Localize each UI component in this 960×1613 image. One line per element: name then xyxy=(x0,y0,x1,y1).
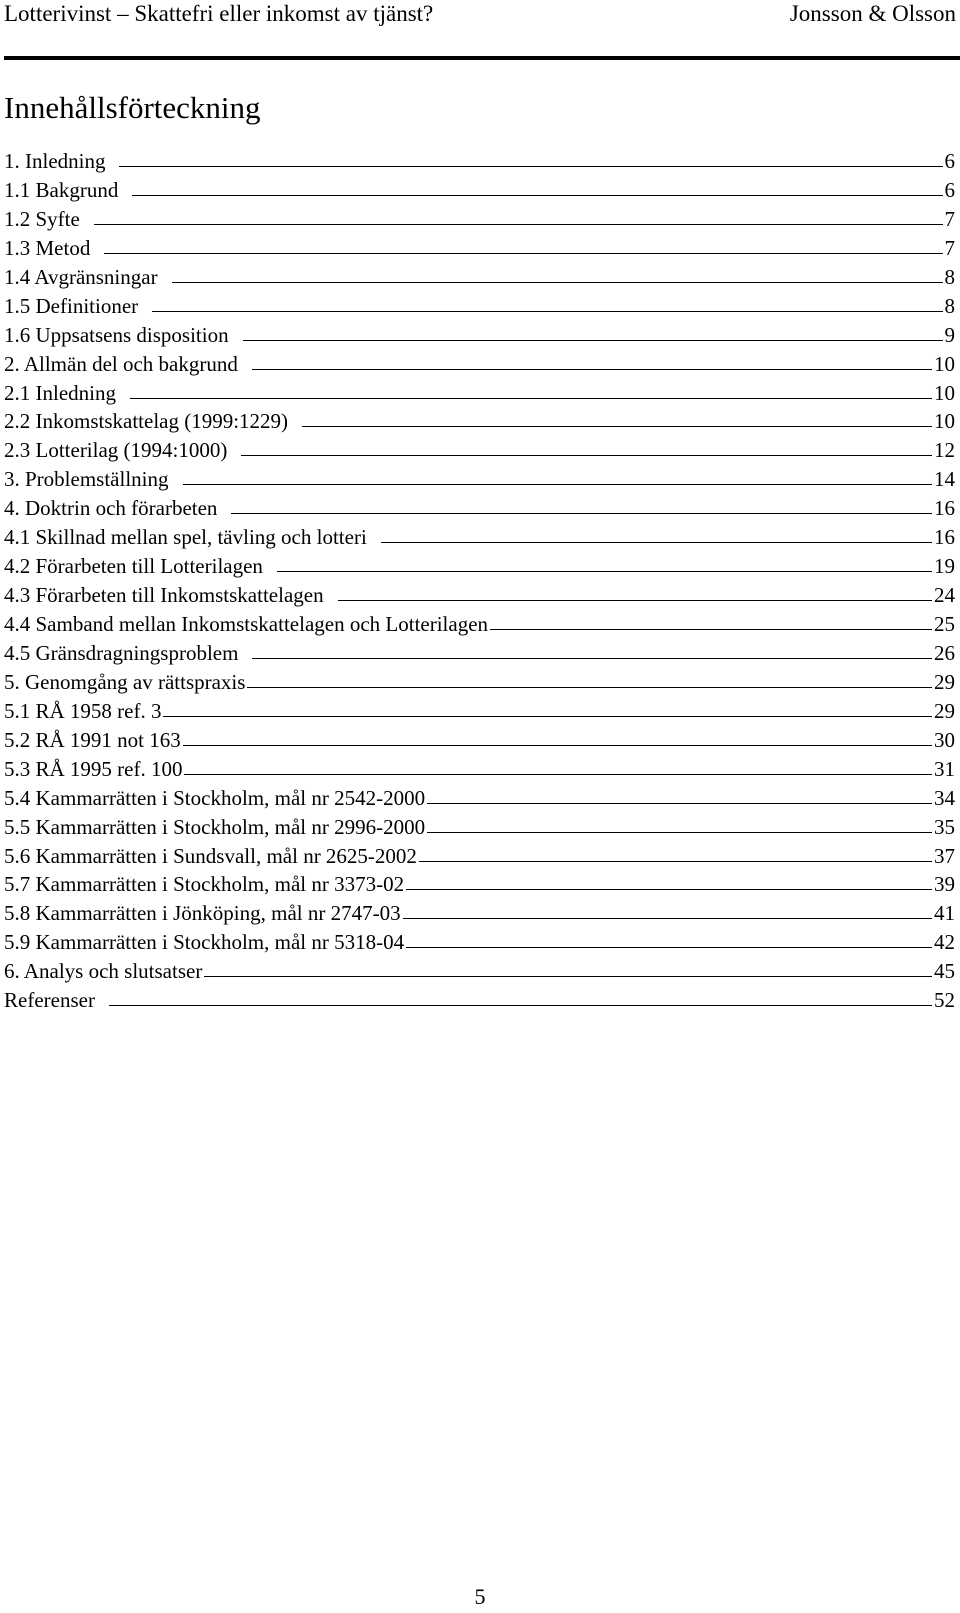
header-authors: Jonsson & Olsson xyxy=(789,1,956,26)
toc-entry[interactable] xyxy=(4,784,955,813)
toc-leader-line xyxy=(427,803,932,804)
toc-entry-page-number: 37 xyxy=(934,843,955,868)
toc-entry[interactable] xyxy=(4,581,955,610)
toc-entry-label[interactable]: 4.2 Förarbeten till Lotterilagen xyxy=(4,554,263,579)
toc-entry-label[interactable]: 1.2 Syfte xyxy=(4,206,80,231)
toc-entry-page-number: 29 xyxy=(934,669,955,694)
toc-entry[interactable] xyxy=(4,176,955,205)
toc-entry-label[interactable]: 1. Inledning xyxy=(4,149,106,173)
toc-leader-line xyxy=(338,600,932,601)
toc-leader-line xyxy=(406,889,932,890)
toc-entry[interactable] xyxy=(4,842,955,871)
toc-entry[interactable] xyxy=(4,668,955,697)
toc-leader-line xyxy=(252,369,932,370)
toc-entry-page-number: 7 xyxy=(944,235,955,260)
toc-entry[interactable] xyxy=(4,986,955,1015)
toc-entry-page-number: 12 xyxy=(934,438,955,463)
running-header xyxy=(4,0,960,60)
toc-entry-page-number: 9 xyxy=(944,322,955,347)
page-number: 5 xyxy=(474,1584,486,1609)
toc-entry-page-number: 19 xyxy=(934,554,955,579)
toc-leader-line xyxy=(490,629,932,630)
toc-entry[interactable] xyxy=(4,610,955,639)
toc-entry-label[interactable]: 5. Genomgång av rättspraxis xyxy=(4,669,246,694)
toc-entry[interactable] xyxy=(4,639,955,668)
toc-entry-page-number: 29 xyxy=(934,698,955,723)
toc-entry-page-number: 7 xyxy=(944,206,955,231)
toc-entry-label[interactable]: 4.4 Samband mellan Inkomstskattelagen och Lotterilagen xyxy=(4,612,489,636)
toc-entry[interactable] xyxy=(4,494,955,523)
toc-entry-page-number: 8 xyxy=(944,293,955,318)
toc-entry-label[interactable]: 5.2 RÅ 1991 not 163 xyxy=(4,727,181,752)
toc-entry-label[interactable]: 2. Allmän del och bakgrund xyxy=(4,351,238,376)
toc-entry-page-number: 16 xyxy=(934,496,955,521)
toc-entry-page-number: 6 xyxy=(944,177,955,202)
toc-entry-page-number: 8 xyxy=(944,264,955,289)
toc-entry-label[interactable]: 6. Analys och slutsatser xyxy=(4,959,203,984)
toc-leader-line xyxy=(183,484,933,485)
toc-entry-page-number: 10 xyxy=(934,351,955,376)
toc-entry-page-number: 35 xyxy=(934,814,955,839)
toc-entry[interactable] xyxy=(4,321,955,350)
toc-leader-line xyxy=(130,398,932,399)
toc-entry-page-number: 41 xyxy=(934,901,955,926)
toc-leader-line xyxy=(247,687,932,688)
toc-entry-label[interactable]: 1.4 Avgränsningar xyxy=(4,264,158,289)
toc-leader-line xyxy=(204,976,932,977)
toc-entry[interactable] xyxy=(4,292,955,321)
toc-entry-page-number: 24 xyxy=(934,583,955,608)
toc-entry-label[interactable]: 5.6 Kammarrätten i Sundsvall, mål nr 2625-2002 xyxy=(4,843,417,868)
toc-entry-page-number: 39 xyxy=(934,872,955,897)
toc-entry[interactable] xyxy=(4,813,955,842)
toc-entry[interactable] xyxy=(4,726,955,755)
toc-entry-page-number: 42 xyxy=(934,930,955,955)
toc-leader-line xyxy=(277,571,932,572)
toc-entry-page-number: 52 xyxy=(934,988,955,1013)
toc-leader-line xyxy=(163,716,932,717)
toc-entry[interactable] xyxy=(4,957,955,986)
toc-entry[interactable] xyxy=(4,465,955,494)
toc-entry-label[interactable]: 2.3 Lotterilag (1994:1000) xyxy=(4,438,228,463)
toc-leader-line xyxy=(406,947,932,948)
toc-entry[interactable] xyxy=(4,407,955,436)
toc-entry-label[interactable]: 4.3 Förarbeten till Inkomstskattelagen xyxy=(4,583,324,608)
toc-entry[interactable] xyxy=(4,870,955,899)
toc-entry-label[interactable]: 5.4 Kammarrätten i Stockholm, mål nr 2542-2000 xyxy=(4,785,426,810)
toc-entry[interactable] xyxy=(4,379,955,408)
toc-entry[interactable] xyxy=(4,552,955,581)
toc-leader-line xyxy=(419,861,932,862)
toc-leader-line xyxy=(104,253,942,254)
toc-title: Innehållsförteckning xyxy=(4,90,261,125)
toc-entry[interactable] xyxy=(4,899,955,928)
toc-leader-line xyxy=(252,658,932,659)
toc-entry[interactable] xyxy=(4,436,955,465)
toc-leader-line xyxy=(109,1005,932,1006)
toc-leader-line xyxy=(243,340,943,341)
toc-entry[interactable] xyxy=(4,697,955,726)
toc-entry-page-number: 14 xyxy=(934,467,955,492)
toc-entry-label[interactable]: 4. Doktrin och förarbeten xyxy=(4,496,218,521)
toc-entry-label[interactable]: Referenser xyxy=(4,988,95,1013)
toc-entry-label[interactable]: 5.7 Kammarrätten i Stockholm, mål nr 3373-02 xyxy=(4,872,405,897)
toc-leader-line xyxy=(184,774,932,775)
toc-entry-label[interactable]: 5.9 Kammarrätten i Stockholm, mål nr 5318-04 xyxy=(4,930,405,955)
toc-leader-line xyxy=(94,224,943,225)
toc-entry[interactable] xyxy=(4,263,955,292)
toc-entry[interactable] xyxy=(4,523,955,552)
toc-entry-page-number: 30 xyxy=(934,727,955,752)
toc-entry-label[interactable]: 5.8 Kammarrätten i Jönköping, mål nr 2747-03 xyxy=(4,901,401,926)
toc-entry-label[interactable]: 5.5 Kammarrätten i Stockholm, mål nr 2996-2000 xyxy=(4,814,426,839)
toc-leader-line xyxy=(152,311,942,312)
toc-leader-line xyxy=(427,832,932,833)
toc-entry[interactable] xyxy=(4,234,955,263)
toc-entry-label[interactable]: 1.1 Bakgrund xyxy=(4,177,119,202)
toc-entry-page-number: 6 xyxy=(944,149,955,173)
toc-entry[interactable] xyxy=(4,147,955,176)
toc-list xyxy=(4,147,955,1015)
toc-entry-label[interactable]: 5.1 RÅ 1958 ref. 3 xyxy=(4,698,162,723)
toc-entry-label[interactable]: 1.5 Definitioner xyxy=(4,293,139,318)
toc-leader-line xyxy=(132,195,942,196)
toc-leader-line xyxy=(403,918,932,919)
toc-entry-page-number: 16 xyxy=(934,525,955,550)
toc-entry-label[interactable]: 2.2 Inkomstskattelag (1999:1229) xyxy=(4,409,289,434)
toc-entry-label[interactable]: 2.1 Inledning xyxy=(4,380,116,405)
toc-entry[interactable] xyxy=(4,755,955,784)
header-document-title: Lotterivinst – Skattefri eller inkomst av tjänst? xyxy=(4,1,434,26)
toc-leader-line xyxy=(119,166,942,167)
toc-entry-label[interactable]: 5.3 RÅ 1995 ref. 100 xyxy=(4,756,183,781)
toc-entry-label[interactable]: 4.1 Skillnad mellan spel, tävling och lotteri xyxy=(4,525,367,550)
toc-entry-page-number: 10 xyxy=(934,409,955,434)
toc-entry-page-number: 45 xyxy=(934,959,955,984)
toc-entry-label[interactable]: 3. Problemställning xyxy=(4,467,169,492)
toc-entry-page-number: 34 xyxy=(934,785,955,810)
toc-entry-label[interactable]: 1.3 Metod xyxy=(4,235,91,260)
toc-leader-line xyxy=(172,282,943,283)
toc-leader-line xyxy=(381,542,932,543)
toc-leader-line xyxy=(231,513,932,514)
toc-leader-line xyxy=(241,455,932,456)
toc-entry-page-number: 10 xyxy=(934,380,955,405)
toc-entry-page-number: 31 xyxy=(934,756,955,781)
toc-leader-line xyxy=(183,745,932,746)
toc-entry-page-number: 26 xyxy=(934,640,955,665)
toc-entry-label[interactable]: 1.6 Uppsatsens disposition xyxy=(4,322,229,347)
toc-leader-line xyxy=(302,426,932,427)
toc-entry[interactable] xyxy=(4,928,955,957)
toc-entry[interactable] xyxy=(4,350,955,379)
toc-entry[interactable] xyxy=(4,205,955,234)
toc-entry-label[interactable]: 4.5 Gränsdragningsproblem xyxy=(4,640,239,665)
toc-entry-page-number: 25 xyxy=(934,612,955,636)
